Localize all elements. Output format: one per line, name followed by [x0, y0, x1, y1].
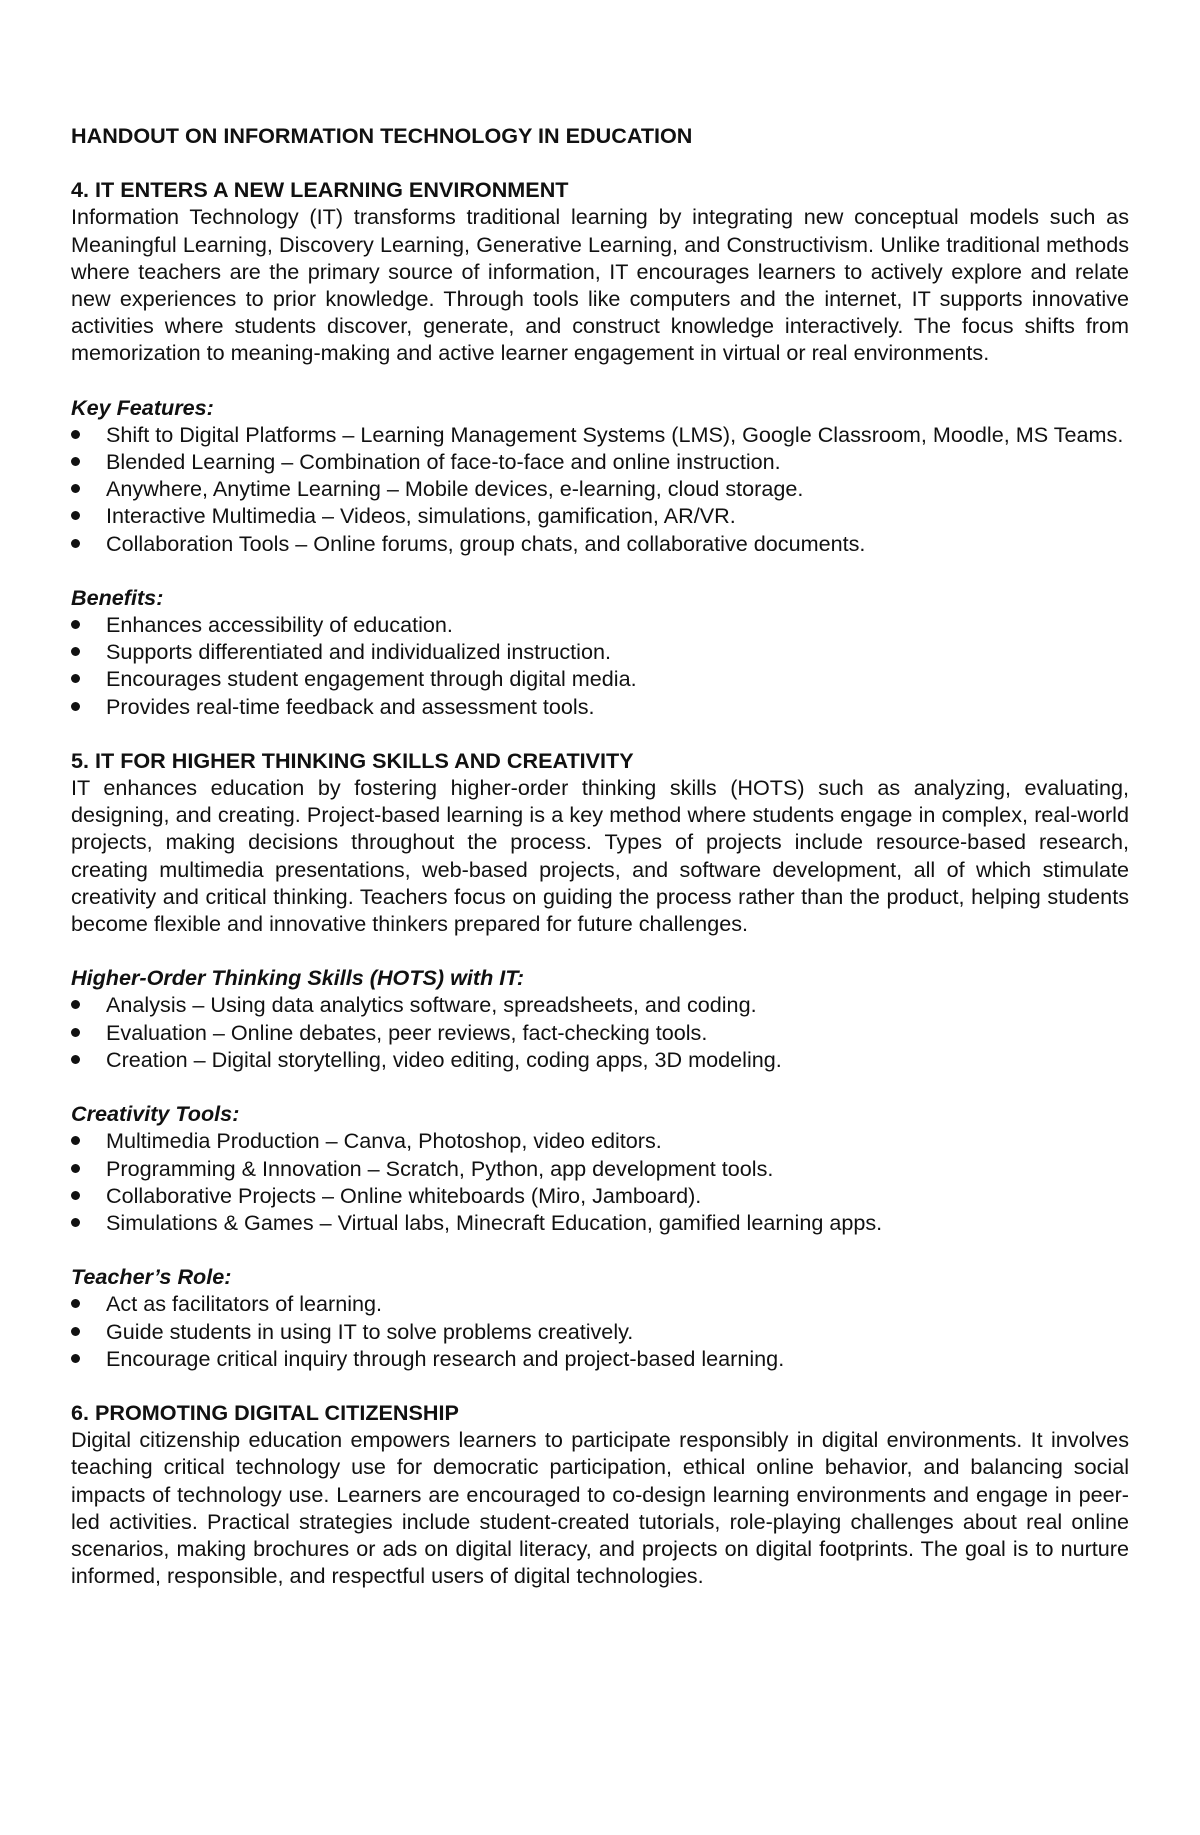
list-item: [71, 448, 1129, 475]
list-item-text: Provides real-time feedback and assessment tools.: [106, 693, 595, 719]
list-item-text: Anywhere, Anytime Learning – Mobile devices, e-learning, cloud storage.: [106, 476, 804, 502]
bullet-list-creativity-tools: [71, 1127, 1129, 1236]
list-item-text: Encourage critical inquiry through research and project-based learning.: [106, 1345, 785, 1371]
list-item-text: Blended Learning – Combination of face-to-face and online instruction.: [106, 449, 781, 475]
bullet-icon: [71, 539, 80, 548]
section-paragraph: Digital citizenship education empowers learners to participate responsibly in digital environments. It involves teaching critical technology use for democratic participation, ethical online behavior, and balancing social impacts of technology use. Learners are encouraged to co-design learning environments and engage in peer-led activities. Practical strategies include student-created tutorials, role-playing challenges about real online scenarios, making brochures or ads on digital literacy, and projects on digital footprints. The goal is to nurture informed, responsible, and respectful users of digital technologies.: [71, 1427, 1129, 1589]
list-item-text: Collaborative Projects – Online whiteboards (Miro, Jamboard).: [106, 1182, 702, 1208]
bullet-icon: [71, 1055, 80, 1064]
list-item-text: Guide students in using IT to solve problems creatively.: [106, 1318, 634, 1344]
list-item: [71, 1155, 1129, 1182]
list-item: [71, 1209, 1129, 1236]
bullet-icon: [71, 674, 80, 683]
bullet-icon: [71, 1136, 80, 1145]
list-item: [71, 1019, 1129, 1046]
list-item-text: Interactive Multimedia – Videos, simulations, gamification, AR/VR.: [106, 503, 736, 529]
document-page: [71, 122, 1129, 1616]
subsection-heading-teachers-role: Teacher’s Role:: [71, 1264, 232, 1290]
list-item: [71, 1290, 1129, 1317]
bullet-icon: [71, 1191, 80, 1200]
list-item: [71, 665, 1129, 692]
list-item: [71, 693, 1129, 720]
bullet-list-hots: [71, 991, 1129, 1073]
bullet-icon: [71, 1028, 80, 1037]
section-paragraph: Information Technology (IT) transforms traditional learning by integrating new conceptual models such as Meaningful Learning, Discovery Learning, Generative Learning, and Constructivism. Unlike traditional methods where teachers are the primary source of information, IT encourages learners to actively explore and relate new experiences to prior knowledge. Through tools like computers and the internet, IT supports innovative activities where students discover, generate, and construct knowledge interactively. The focus shifts from memorization to meaning-making and active learner engagement in virtual or real environments.: [71, 204, 1129, 366]
list-item: [71, 991, 1129, 1018]
bullet-icon: [71, 1327, 80, 1336]
list-item-text: Shift to Digital Platforms – Learning Management Systems (LMS), Google Classroom, Moodle, MS Teams.: [106, 421, 1124, 447]
list-item-text: Analysis – Using data analytics software, spreadsheets, and coding.: [106, 992, 757, 1018]
bullet-icon: [71, 647, 80, 656]
bullet-list-benefits: [71, 611, 1129, 720]
section-paragraph: IT enhances education by fostering higher-order thinking skills (HOTS) such as analyzing, evaluating, designing, and creating. Project-based learning is a key method where students engage in complex, real-world projects, making decisions throughout the process. Types of projects include resource-based research, creating multimedia presentations, web-based projects, and software development, all of which stimulate creativity and critical thinking. Teachers focus on guiding the process rather than the product, helping students become flexible and innovative thinkers prepared for future challenges.: [71, 775, 1129, 937]
list-item-text: Evaluation – Online debates, peer reviews, fact-checking tools.: [106, 1019, 708, 1045]
bullet-icon: [71, 702, 80, 711]
subsection-heading-benefits: Benefits:: [71, 584, 164, 610]
section-digital-citizenship: [71, 1399, 1129, 1589]
list-item: [71, 475, 1129, 502]
bullet-icon: [71, 457, 80, 466]
list-item: [71, 530, 1129, 557]
bullet-icon: [71, 1299, 80, 1308]
list-item-text: Supports differentiated and individualized instruction.: [106, 639, 611, 665]
bullet-icon: [71, 1164, 80, 1173]
bullet-icon: [71, 1218, 80, 1227]
list-item-text: Enhances accessibility of education.: [106, 612, 453, 638]
bullet-icon: [71, 1000, 80, 1009]
bullet-list-teachers-role: [71, 1290, 1129, 1372]
section-it-higher-thinking: [71, 747, 1129, 1372]
list-item: [71, 1345, 1129, 1372]
document-title: HANDOUT ON INFORMATION TECHNOLOGY IN EDUCATION: [71, 123, 693, 148]
bullet-icon: [71, 484, 80, 493]
bullet-list-key-features: [71, 421, 1129, 557]
list-item-text: Creation – Digital storytelling, video editing, coding apps, 3D modeling.: [106, 1046, 782, 1072]
list-item-text: Programming & Innovation – Scratch, Python, app development tools.: [106, 1155, 774, 1181]
list-item: [71, 1127, 1129, 1154]
bullet-icon: [71, 1354, 80, 1363]
subsection-heading-creativity-tools: Creativity Tools:: [71, 1101, 240, 1127]
list-item: [71, 1046, 1129, 1073]
bullet-icon: [71, 620, 80, 629]
list-item: [71, 1318, 1129, 1345]
list-item: [71, 502, 1129, 529]
list-item-text: Collaboration Tools – Online forums, group chats, and collaborative documents.: [106, 530, 866, 556]
list-item-text: Simulations & Games – Virtual labs, Minecraft Education, gamified learning apps.: [106, 1209, 883, 1235]
list-item: [71, 1182, 1129, 1209]
bullet-icon: [71, 511, 80, 520]
section-heading: 6. PROMOTING DIGITAL CITIZENSHIP: [71, 1399, 459, 1425]
list-item-text: Encourages student engagement through digital media.: [106, 666, 637, 692]
subsection-heading-hots: Higher-Order Thinking Skills (HOTS) with IT:: [71, 965, 525, 991]
list-item: [71, 611, 1129, 638]
section-heading: 4. IT ENTERS A NEW LEARNING ENVIRONMENT: [71, 177, 569, 203]
section-heading: 5. IT FOR HIGHER THINKING SKILLS AND CREATIVITY: [71, 747, 634, 773]
list-item: [71, 638, 1129, 665]
section-it-learning-environment: [71, 176, 1129, 720]
list-item: [71, 421, 1129, 448]
list-item-text: Act as facilitators of learning.: [106, 1291, 383, 1317]
list-item-text: Multimedia Production – Canva, Photoshop, video editors.: [106, 1128, 662, 1154]
bullet-icon: [71, 430, 80, 439]
subsection-heading-key-features: Key Features:: [71, 394, 214, 420]
